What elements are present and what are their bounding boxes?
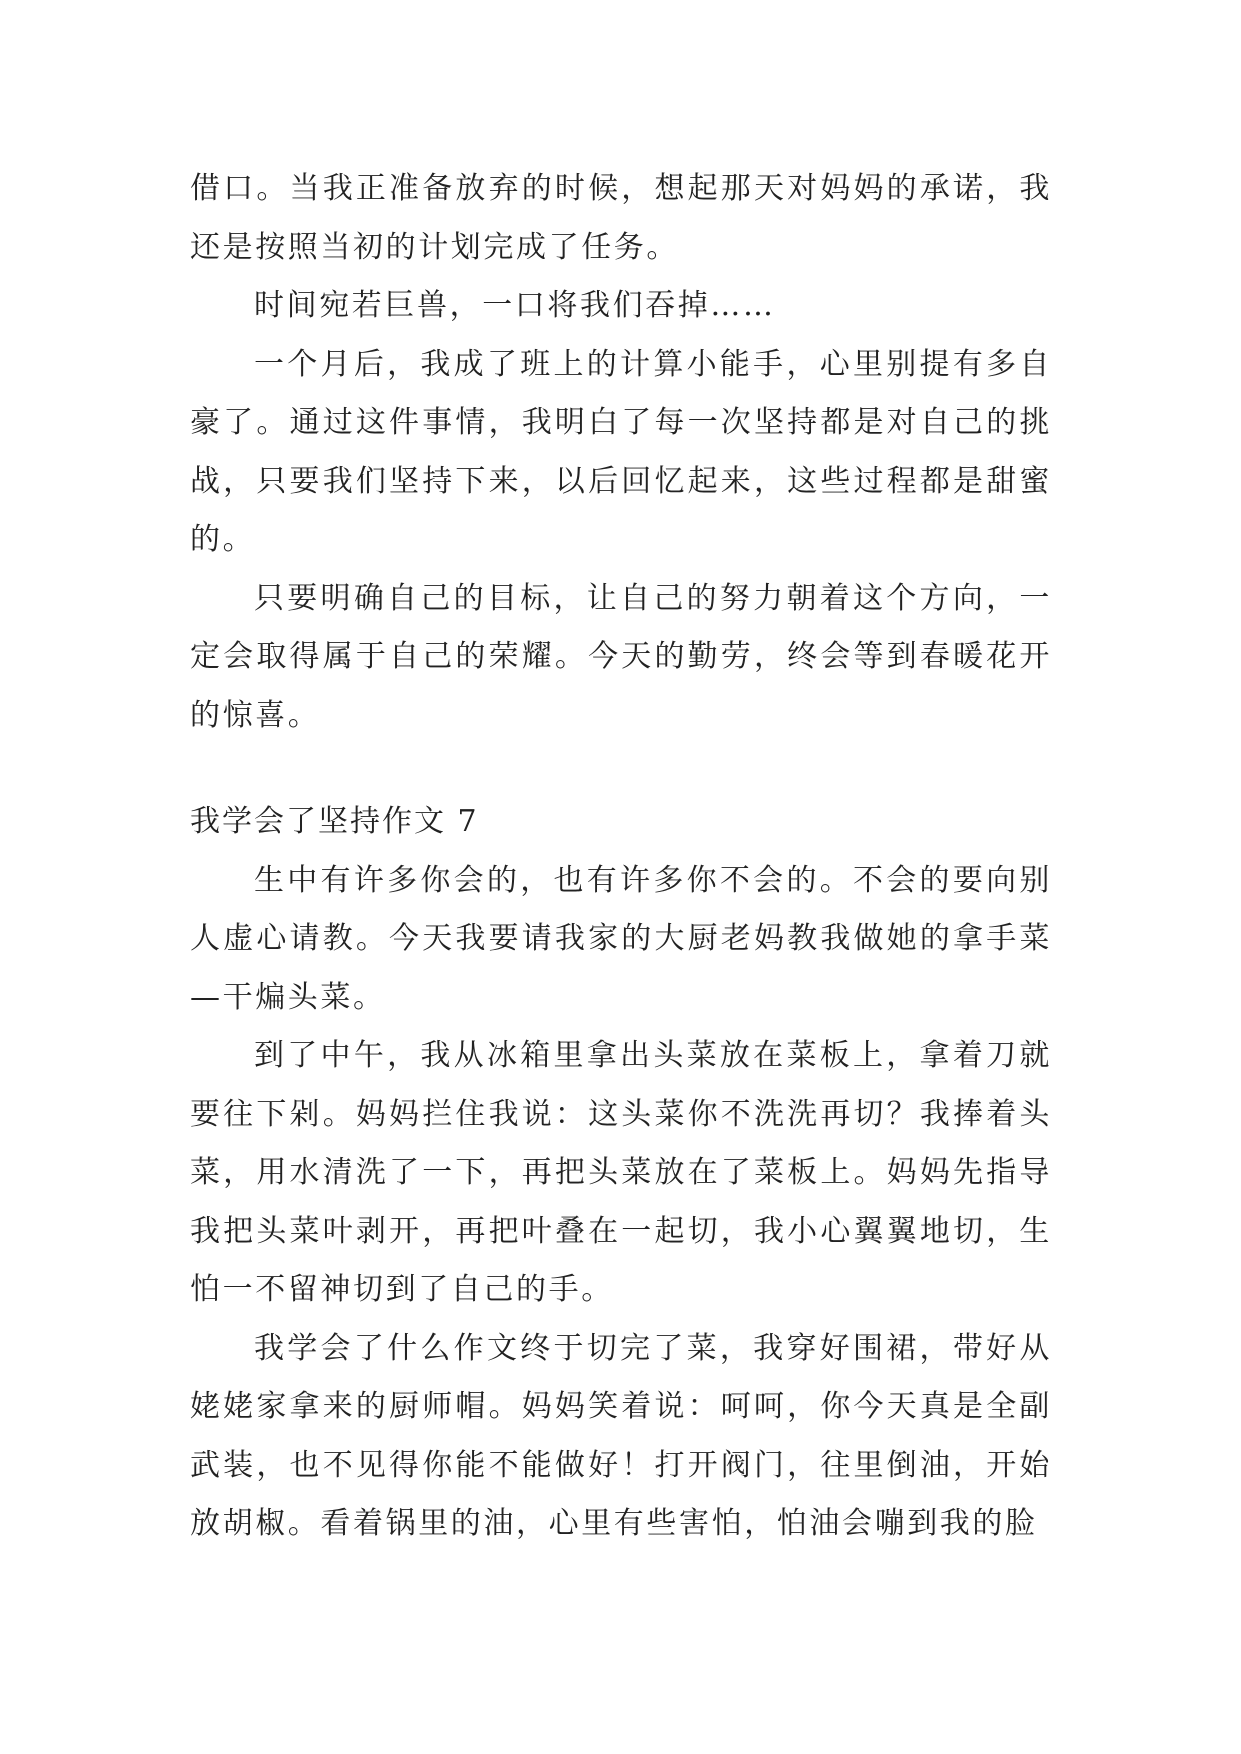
paragraph: 借口。当我正准备放弃的时候，想起那天对妈妈的承诺，我还是按照当初的计划完成了任务。 <box>190 171 1052 265</box>
paragraph: 生中有许多你会的，也有许多你不会的。不会的要向别人虚心请教。今天我要请我家的大厨老妈教我做她的拿手菜—干煸头菜。 <box>190 862 1052 1015</box>
paragraph: 到了中午，我从冰箱里拿出头菜放在菜板上，拿着刀就要往下剁。妈妈拦住我说：这头菜你不洗洗再切？我捧着头菜，用水清洗了一下，再把头菜放在了菜板上。妈妈先指导我把头菜叶剥开，再把叶叠在一起切，我小心翼翼地切，生怕一不留神切到了自己的手。 <box>190 1038 1052 1307</box>
document-page <box>190 160 1052 1554</box>
paragraph: 只要明确自己的目标，让自己的努力朝着这个方向，一定会取得属于自己的荣耀。今天的勤劳，终会等到春暖花开的惊喜。 <box>190 580 1052 733</box>
paragraph: 一个月后，我成了班上的计算小能手，心里别提有多自豪了。通过这件事情，我明白了每一次坚持都是对自己的挑战，只要我们坚持下来，以后回忆起来，这些过程都是甜蜜的。 <box>190 346 1052 557</box>
paragraph: 时间宛若巨兽，一口将我们吞掉…… <box>254 288 776 323</box>
paragraph: 我学会了什么作文终于切完了菜，我穿好围裙，带好从姥姥家拿来的厨师帽。妈妈笑着说：呵呵，你今天真是全副武装，也不见得你能不能做好！打开阀门，往里倒油，开始放胡椒。看着锅里的油，心里有些害怕，怕油会嘣到我的脸 <box>190 1330 1052 1541</box>
section-heading: 我学会了坚持作文 7 <box>190 804 479 839</box>
